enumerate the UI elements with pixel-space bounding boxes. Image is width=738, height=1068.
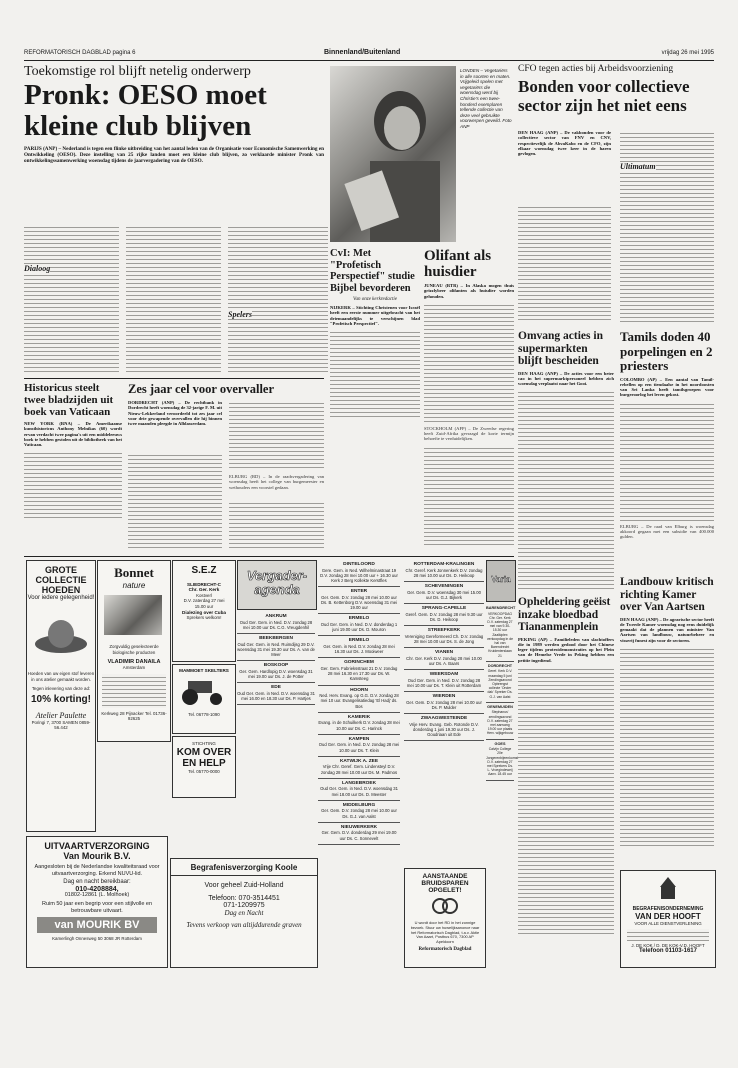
agenda-entry — [404, 560, 484, 582]
agenda-entry-head: GORINCHEM — [344, 660, 374, 666]
cfo-headline: Bonden voor collectieve sector zijn het niet eens — [518, 77, 690, 115]
agenda-entry-head: BOSKOOP — [263, 663, 289, 669]
ad-uitvaart-tel2: 01802-12861 (L. Molhoek) — [64, 891, 130, 898]
agenda-entry — [318, 560, 400, 587]
oeso-body-col2 — [126, 224, 221, 374]
agenda-entry — [318, 713, 400, 735]
tractor-icon — [176, 673, 232, 707]
historicus-lead: NEW YORK (RNA) – De Amerikaanse kunsthistoricus Anthony Melnikas (60) wordt ervan verdacht twee pagina's uit een middeleeuws boek te hebben gestolen uit de bibliotheek van het Vaticaan. — [24, 421, 122, 448]
ad-hoeden-t1: GROTE — [44, 565, 77, 575]
agenda-entry — [318, 686, 400, 713]
ad-trekker — [172, 664, 236, 734]
ad-sez-t6: Dialezing over Cuba — [182, 609, 226, 615]
oeso-body-col1 — [24, 224, 119, 374]
tamils-body — [620, 401, 714, 521]
agenda-entry-body: Oud Ger. Gem. in Ned. D.V. woensdag 31 mei 18.00 uur Ds. D. Meester — [320, 786, 398, 797]
zes-article — [128, 382, 324, 552]
ad-uitvaart-body: Aangesloten bij de Nederlandse kwaliteitsraad voor uitvaartverzorging. Erkend NUVU-lid. — [34, 864, 160, 877]
agenda-entry-body: Chr. Geref. Kerk Jonnenkerk D.V. zondag 28 mei 10.00 uur Ds. D. Heikoop — [405, 567, 483, 578]
ad-varia — [486, 560, 516, 602]
agenda-entry-body: Vrije Herv. Evang. Geb. Rotonde D.V. donderdag 1 juni 19.30 uur Ds. J. Goudriaan uit Ede — [409, 721, 479, 737]
agenda-entry-body: Vereniging Gereformeerd Ch. D.V. zondag 28 mei 10.00 uur Ds. S. de Jong — [404, 633, 484, 644]
ad-hoeden-addr: Poringi 7, 3700 SAMEN 0859-56.442 — [31, 719, 91, 731]
header-left: REFORMATORISCH DAGBLAD pagina 6 — [24, 50, 136, 56]
ad-bonnet-note: Zorgvuldig geselecteerde biologische producten — [109, 644, 159, 655]
ad-hoeden-t4: Voor iedere gelegenheid! — [27, 595, 95, 601]
landbouw-headline: Landbouw kritisch richting Kamer over Van Aartsen — [620, 576, 714, 613]
cvi-lead: NIJKERK – Stichting Christenen voor Israël heeft een eerste nummer uitgebracht van het driemaandelijks te verschijnen blad "Profetisch Perspectief". — [330, 305, 420, 326]
ad-varia-logo: Varia — [491, 575, 511, 584]
stockholm-lead: STOCKHOLM (AFP) – De Zweedse regering heeft Zuid-Afrika gevraagd de korte termijn behoefte te verduidelijken. — [424, 425, 514, 442]
agenda-entry-head: SPRANG-CAPELLE — [421, 606, 467, 611]
ad-bonnet-t1: Bonnet — [114, 565, 154, 580]
agenda-entry-head: ERMELO — [348, 616, 370, 622]
agenda-entry-head: HOORN — [350, 687, 368, 693]
ad-uitvaart — [26, 836, 168, 968]
historicus-body — [24, 450, 122, 520]
opheldering-article — [518, 596, 614, 951]
agenda-entry-head: WIERDEN — [432, 694, 456, 699]
ad-uitvaart-logo: van MOURIK BV — [37, 917, 157, 933]
agenda-entry-head: BARENDRECHT — [486, 606, 516, 610]
ad-koole-tel2: 071-1209975 — [223, 902, 265, 909]
ad-uitvaart-t4: Ruim 50 jaar een begrip voor een stijlvolle en betrouwbare uitvaart. — [41, 901, 153, 914]
elburg2-lead: ELBURG – De raad van Elburg is woensdag akkoord gegaan met een subsidie van 400.000 gulden. — [620, 523, 714, 540]
ad-koole — [170, 858, 318, 968]
agenda-entry-head: KAMPEN — [348, 736, 370, 742]
ad-bonnet — [97, 560, 171, 742]
agenda-col1 — [237, 612, 315, 742]
cfo-body-col1 — [518, 204, 611, 322]
vegetarian-photo — [330, 66, 456, 242]
agenda-entry-body: Calvijn College 20e Jongerenbijeenkomst D.V. zaterdag 27 mei Sprekers Ds. L. Vroegindeweij Aanv. 18.45 uur — [486, 747, 519, 777]
omvang-article — [518, 330, 614, 590]
agenda-entry-body: Ger. Gem. D.V. woensdag 30 mei 15.00 uur Ds. G.J. Bijkerk — [407, 589, 481, 600]
rings-icon — [425, 894, 465, 916]
ad-koole-t2: Voor geheel Zuid-Holland — [204, 882, 284, 889]
photo-figure-icon — [330, 66, 456, 242]
ad-uitvaart-t1: UITVAARTVERZORGING — [44, 841, 150, 851]
agenda-entry-head: BEEKBERGEN — [259, 636, 293, 641]
agenda-entry — [318, 757, 400, 779]
agenda-entry — [486, 662, 514, 703]
ad-uitvaart-tel1: 010-4208884, — [75, 885, 119, 893]
page-header — [24, 50, 714, 61]
ad-hooft-t2: VAN DER HOOFT — [635, 912, 701, 921]
ad-hooft-body: VOOR ALLE DIENSTVERLENING — [634, 921, 702, 926]
ad-bonnet-shop: VLADIMIR DANAILA — [107, 659, 161, 666]
olifant-headline: Olifant als huisdier — [424, 248, 492, 280]
cvi-body — [330, 329, 420, 419]
agenda-entry-head: DINTELOORD — [343, 562, 375, 567]
landbouw-lead: DEN HAAG (ANP) – De agrarische sector heeft de Tweede Kamer woensdag nog eens duidelijk gemaakt dat de plannen van minister Van Aartsen van landbouw, natuurbeheer en visserij funest zijn voor de sectoren. — [620, 616, 714, 643]
agenda-entry — [404, 582, 484, 604]
divider-2 — [24, 556, 514, 557]
ad-sez-t4: D.V. zaterdag 27 mei — [183, 598, 225, 604]
ad-hooft-name: J. DE KOK / D. DE KOK-V.D. HOOFT — [631, 942, 705, 948]
agenda-entry-body: Ger. Gem. D.V. zondag 28 mei 10.00 uur Ds. B. Kettenborg D.V. woensdag 31 mei 19.00 uur — [321, 594, 397, 611]
ad-aanstaande-body: U wordt door het RD in het zonnige bezoek. Stuur uw huwelijksanonce naar het Reformatorisch Dagblad, t.a.v. Aktie Van Aaart, Postbus 670, 7300 AP Apeldoorn — [410, 920, 480, 945]
ad-komover-t2: EN HELP — [182, 757, 226, 769]
tamils-lead: COLOMBO (AP) – Een aantal van Tamil-rebellen op een tiendaalse in het noordoosten van Sri Lanka heeft tamilsgroepen voor burgeroorlog het leven gekost. — [620, 376, 714, 398]
agenda-entry-body: Ned. Herv. Evang. op G.G. D.V. zondag 28 mei 10 uur. Evangelisatiedag 'El Hadj' ds. Bos — [319, 693, 399, 709]
stockholm-body — [424, 445, 514, 545]
agenda-entry-body: Oud Ger. Gem. in Ned. D.V. donderdag 1 juni 19.00 uur Ds. D. Mouron — [320, 622, 398, 633]
ad-sez-t3: Kostverl — [196, 592, 212, 598]
landbouw-article — [620, 576, 714, 866]
opheldering-headline: Opheldering geëist inzake bloedbad Tiananmenplein — [518, 596, 611, 633]
omvang-lead: DEN HAAG (ANP) – De acties voor een beter cao in het supermarktpersoneel hebben zich woensdag verplaatst naar het Gooi. — [518, 370, 614, 387]
agenda-entry-body: Ger. Gem. in Ned. D.V. zondag 28 mei 16.30 uur Ds. J. Mooiweer — [323, 644, 395, 655]
agenda-entry-head: KATWIJK A. ZEE — [339, 758, 379, 764]
ad-hoeden — [26, 560, 96, 832]
agenda-entry — [318, 614, 400, 636]
ad-hooft-list — [627, 929, 709, 941]
agenda-entry-body: Evang. in de Schuilkerk D.V. zondag 28 mei 10.00 uur Ds. C. Harinck — [318, 720, 400, 731]
agenda-entry-body: Vrije Chr. Geref. Gem. Lindensteyl D.V. zondag 28 mei 10.00 uur Ds. M. Padmos — [320, 764, 398, 775]
ad-sez-t7: Sprekers welkom! — [186, 615, 222, 620]
agenda-entry-body: Oud Ger. Gem. in Ned. D.V. zondag 28 mei 10.00 uur Ds. T. Klein uit Rotterdam — [406, 677, 482, 688]
historicus-article — [24, 382, 122, 552]
omvang-headline: Omvang acties in supermarkten blijft bescheiden — [518, 330, 603, 367]
agenda-entry — [404, 604, 484, 626]
agenda-entry — [318, 636, 400, 658]
ad-trekker-t1: MAMMOET SKELTERS — [179, 668, 229, 673]
ad-bonnet-addr: Kerkweg 28 Pijnacker Tel. 01736-92625 — [101, 710, 167, 722]
cfo-kicker: CFO tegen acties bij Arbeidsvoorziening — [518, 64, 674, 74]
agenda-entry-head: ENTER — [350, 589, 368, 595]
ad-hooft-tel: Telefoon 01103-1617 — [639, 948, 697, 955]
ad-koole-t1: Begrafenisverzorging Koole — [171, 863, 317, 876]
ad-hooft-t1: BEGRAFENISONDERNEMING — [632, 906, 704, 912]
agenda-entry-body: Ger. Gem. D.V. zondag 28 mei 10.00 uur Ds. P. Mulder — [406, 699, 482, 710]
agenda-entry-body: Chr. Ger. Kerk D.V. zondag 28 mei 10.00 uur Ds. A. Baars — [406, 655, 482, 666]
opheldering-lead: PEKING (AP) – Familieleden van slachtoffers die in 1989 werden gedood door het Chinese leger tijdens protestdemonstraties op het Plein van de Hemelse Vrede in Peking hebben een petitie ingediend. — [518, 636, 614, 663]
agenda-entry — [404, 648, 484, 670]
tamils-article — [620, 330, 714, 570]
ad-hoeden-t3: HOEDEN — [41, 585, 81, 595]
oeso-headline: Pronk: OESO moet kleine club blijven — [24, 79, 267, 142]
ad-koole-tel1: Telefoon: 070-3514451 — [208, 895, 280, 902]
ad-uitvaart-t2: Van Mourik B.V. — [63, 851, 131, 861]
ad-hooft — [620, 870, 716, 968]
zes-body-col2 — [229, 400, 324, 470]
ad-aanstaande — [404, 868, 486, 968]
agenda-col4 — [486, 604, 519, 964]
opheldering-body — [518, 666, 614, 936]
agenda-entry — [404, 692, 484, 714]
olifant-article — [424, 248, 514, 548]
agenda-entry — [404, 626, 484, 648]
cvi-headline: CvI: Met "Profetisch Perspectief" studie Bijbel bevorderen — [330, 248, 415, 294]
agenda-entry-head: STREEFKERK — [427, 628, 461, 633]
oeso-kicker: Toekomstige rol blijft netelig onderwerp — [24, 64, 251, 79]
agenda-entry-body: Geref. Kerk D.V. maandag 5 juni Zendingsavond Opbrengst collecte 'Onder dak' Spreker Ds. G.J. van Aalst — [487, 669, 513, 699]
agenda-entry-head: KAMERIK — [347, 714, 371, 720]
agenda-entry — [318, 735, 400, 757]
agenda-entry — [404, 714, 484, 741]
agenda-entry-head: SCHEVENINGEN — [424, 584, 464, 589]
ad-aanstaande-t1: AANSTAANDE — [422, 873, 468, 880]
agenda-entry-head: EDE — [271, 685, 281, 691]
ad-sez-t1: SLIEDRECHT-C — [187, 582, 221, 587]
ad-sez-t5: 15.00 uur — [194, 604, 214, 609]
ad-koole-t4: Tevens verkoop van altijddurende graven — [186, 921, 302, 929]
agenda-entry-head: VIANEN — [434, 650, 454, 655]
ad-uitvaart-addr: Kamerlingh Onnesweg 50 3068 JR Rotterdam — [52, 936, 142, 942]
hat-icon — [31, 606, 91, 666]
ad-koole-t3: Dag en Nacht — [224, 909, 264, 917]
header-date: vrijdag 26 mei 1995 — [661, 50, 714, 56]
agenda-entry-body: Oud Ger. Gem. in Ned. Ruimdijsg 29 D.V. woensdag 31 mei 19.30 uur Ds. A. van de Meer — [237, 641, 315, 657]
agenda-entry — [318, 801, 400, 823]
ad-aanstaande-t3: OPGELET! — [428, 887, 462, 894]
ad-sez-logo: S.E.Z — [191, 565, 217, 576]
agenda-entry-head: GOES — [494, 741, 506, 746]
church-icon — [648, 875, 688, 901]
ad-komover-t1: KOM OVER — [176, 746, 232, 758]
agenda-title: Vergader-agenda — [246, 568, 308, 597]
cfo-article — [518, 64, 714, 324]
cvi-article — [330, 248, 420, 448]
ad-bonnet-photo — [104, 595, 162, 635]
omvang-body — [518, 389, 614, 589]
agenda-entry-head: ZWAAGWESTEINDE — [420, 716, 468, 721]
elburg-lead: ELBURG (RD) – In de raadsvergadering van woensdag heeft het college van burgemeester en wethouders een voorstel gedaan. — [229, 474, 324, 490]
ad-uitvaart-t3: Dag en nacht bereikbaar: — [63, 879, 131, 885]
cvi-byline: Van onze kerkredactie — [353, 297, 397, 302]
ad-hoeden-body: Hoeden van uw eigen stof leveren in ons atelier gemaakt worden. — [27, 671, 95, 682]
cfo-body-col2 — [620, 130, 714, 322]
olifant-lead: JUNEAU (RTR) – In Alaska mogen thuis grizzlybeer olifanten als huisdier worden gehouden. — [424, 283, 514, 299]
agenda-entry-body: Oud Ger. Gem. in Ned. D.V. zondag 28 mei 10.00 uur Ds. C.G. Vreugdenhil — [239, 619, 313, 630]
oeso-lead: PARIJS (ANP) – Nederland is tegen een flinke uitbreiding van het aantal leden van de Organisatie voor Economische Samenwerking en Ontwikkeling (OESO). Deze instelling van 25 rijke landen moet een kleine club blijven, zo verklaarde minister Pronk van ontwikkelingssamenwerking woensdag tijdens de jaarvergadering van de OESO. — [24, 146, 324, 165]
ad-sez — [172, 560, 236, 662]
agenda-entry — [237, 634, 315, 661]
ad-bonnet-list — [102, 674, 166, 708]
landbouw-body — [620, 646, 714, 846]
agenda-entry-head: NIEUWERKERK — [340, 824, 378, 830]
oeso-sub-dialoog: Dialoog — [24, 264, 51, 273]
agenda-entry-body: Ger. Gem. Hardlopig D.V. woensdag 31 mei 19.00 uur Ds. J. de Potter — [239, 668, 313, 679]
agenda-entry-head: MIDDELBURG — [342, 802, 376, 808]
agenda-entry-body: Stephanus' zendingsavond D.V. zaterdag 27 mei aanvang 19.00 uur plaats Herv. wijkgebouw — [486, 710, 514, 736]
ad-komover-logo: STICHTING — [192, 741, 216, 746]
zes-headline: Zes jaar cel voor overvaller — [128, 382, 275, 396]
agenda-entry — [486, 740, 519, 781]
agenda-banner — [237, 560, 317, 610]
tamils-headline: Tamils doden 40 porpelingen en 2 priesters — [620, 329, 713, 373]
ad-hoeden-t2: COLLECTIE — [35, 575, 87, 585]
elburg-body — [229, 500, 324, 548]
agenda-entry — [486, 703, 514, 740]
cfo-lead: DEN HAAG (ANP) – De vakbonden voor de collectieve sector van FNV en CNV, respectievelijk de AbvaKabo en de CFO, zijn elkaar woensdag twee keer in de haren gevlogen. — [518, 130, 611, 157]
agenda-entry-body: Geref. Gem. D.V. zondag 28 mei 9.30 uur Ds. D. Heikoop — [405, 611, 483, 622]
agenda-entry-body: Gere. Gem. in Ned. Wilhelminastraat 19 D.V. zondag 28 mei 10.00 uur + 16.30 uur Kerk z Berg Kollekte Kerstfles — [320, 567, 398, 583]
ad-aanstaande-logo: Reformatorisch Dagblad — [418, 946, 472, 952]
ad-bonnet-city: Amsterdam — [122, 665, 146, 671]
agenda-entry — [318, 658, 400, 685]
agenda-entry-body: Ger. Gem. Fabrieksstraat 21 D.V. zondag 28 mei 16.30 en 17.30 uur Ds. W. Kamsteeg — [320, 666, 398, 682]
agenda-entry — [404, 670, 484, 692]
agenda-entry-head: LANGEBROEK — [341, 780, 377, 786]
ad-hoeden-shop: Atelier Paulette — [35, 710, 87, 720]
ad-hoeden-t6: 10% korting! — [30, 693, 91, 705]
agenda-entry — [318, 823, 400, 845]
ad-komover-tel: Tel. 05770-0000 — [188, 768, 220, 774]
agenda-entry — [318, 587, 400, 614]
agenda-entry-head: GENEMUIDEN — [487, 704, 513, 709]
agenda-entry-head: ANKRUM — [265, 614, 287, 619]
agenda-entry — [486, 604, 514, 662]
zes-body — [128, 452, 222, 548]
agenda-entry-head: ROTTERDAM-KRALINGEN — [413, 562, 475, 567]
agenda-entry — [237, 612, 315, 634]
agenda-col3 — [404, 560, 484, 860]
oeso-body-col3 — [228, 224, 328, 374]
ad-sez-t2: Chr. Ger. Kerk — [188, 587, 220, 593]
agenda-entry-head: ERMELO — [348, 638, 370, 644]
oeso-sub-spelers: Spelers — [228, 310, 252, 319]
agenda-col2 — [318, 560, 400, 940]
cfo-sub-ultimatum: Ultimatum — [620, 162, 656, 171]
ad-aanstaande-t2: BRUIDSPAREN — [421, 880, 469, 887]
agenda-entry-head: WEERSDAM — [429, 672, 459, 677]
agenda-entry-body: Ger. Gem. D.V. zondag 28 mei 10.00 uur Ds. G.J. van Aalst — [321, 808, 397, 819]
agenda-entry-body: Oud Ger. Gem. in Ned. D.V. zondag 28 mei 10.00 uur Ds. T. Klein — [318, 742, 400, 753]
ad-bonnet-t2: nature — [122, 581, 146, 590]
agenda-entry-body: VERKOOPDAG Chr. Ger. Kerk D.V. zaterdag 27 mei van 9.30-15.30 uur Zaalkiplex verkoopdag in de hal van Barendrecht Kruidenierslaan 21 — [486, 611, 513, 658]
agenda-entry — [237, 661, 315, 683]
agenda-entry-body: Oud Ger. Gem. in Ned. D.V. woensdag 31 mei 16.00 en 18.30 uur Ds. P. Hartjes — [237, 690, 315, 701]
ad-trekker-t2: Tel. 06778-1090 — [188, 712, 220, 718]
olifant-body — [424, 302, 514, 422]
divider-1 — [24, 378, 324, 379]
historicus-headline: Historicus steelt twee bladzijden uit boek van Vaticaan — [24, 382, 114, 418]
agenda-entry — [237, 683, 315, 705]
header-section: Binnenland/Buitenland — [324, 49, 401, 56]
ad-komover — [172, 736, 236, 798]
ad-hoeden-t5: Tegen inlevering van deze ad: — [31, 686, 91, 692]
zes-lead: DORDRECHT (ANP) – De rechtbank in Dordrecht heeft woensdag de 32-jarige F. M. uit Nieuw-Lekkerland veroordeeld tot zes jaar cel voor drie gewapende overvallen die hij binnen twee maanden pleegde in Alblasserdam. — [128, 400, 222, 427]
agenda-entry — [318, 779, 400, 801]
agenda-entry-body: Ger. Gem. D.V. donderdag 29 mei 19.00 uur Ds. C. Sonnevelt — [321, 830, 397, 841]
agenda-entry-head: DORDRECHT — [487, 663, 513, 668]
photo-caption: LONDEN – Vegetariërs in alle soorten en maten. Vrijgeleid spelen met vegetariërs die woensdag werd bij Christie's een twee-honderd exemplaren tellende collectie van deze veel gebruikte voorwerpen geveild. Foto ANP — [460, 68, 512, 129]
